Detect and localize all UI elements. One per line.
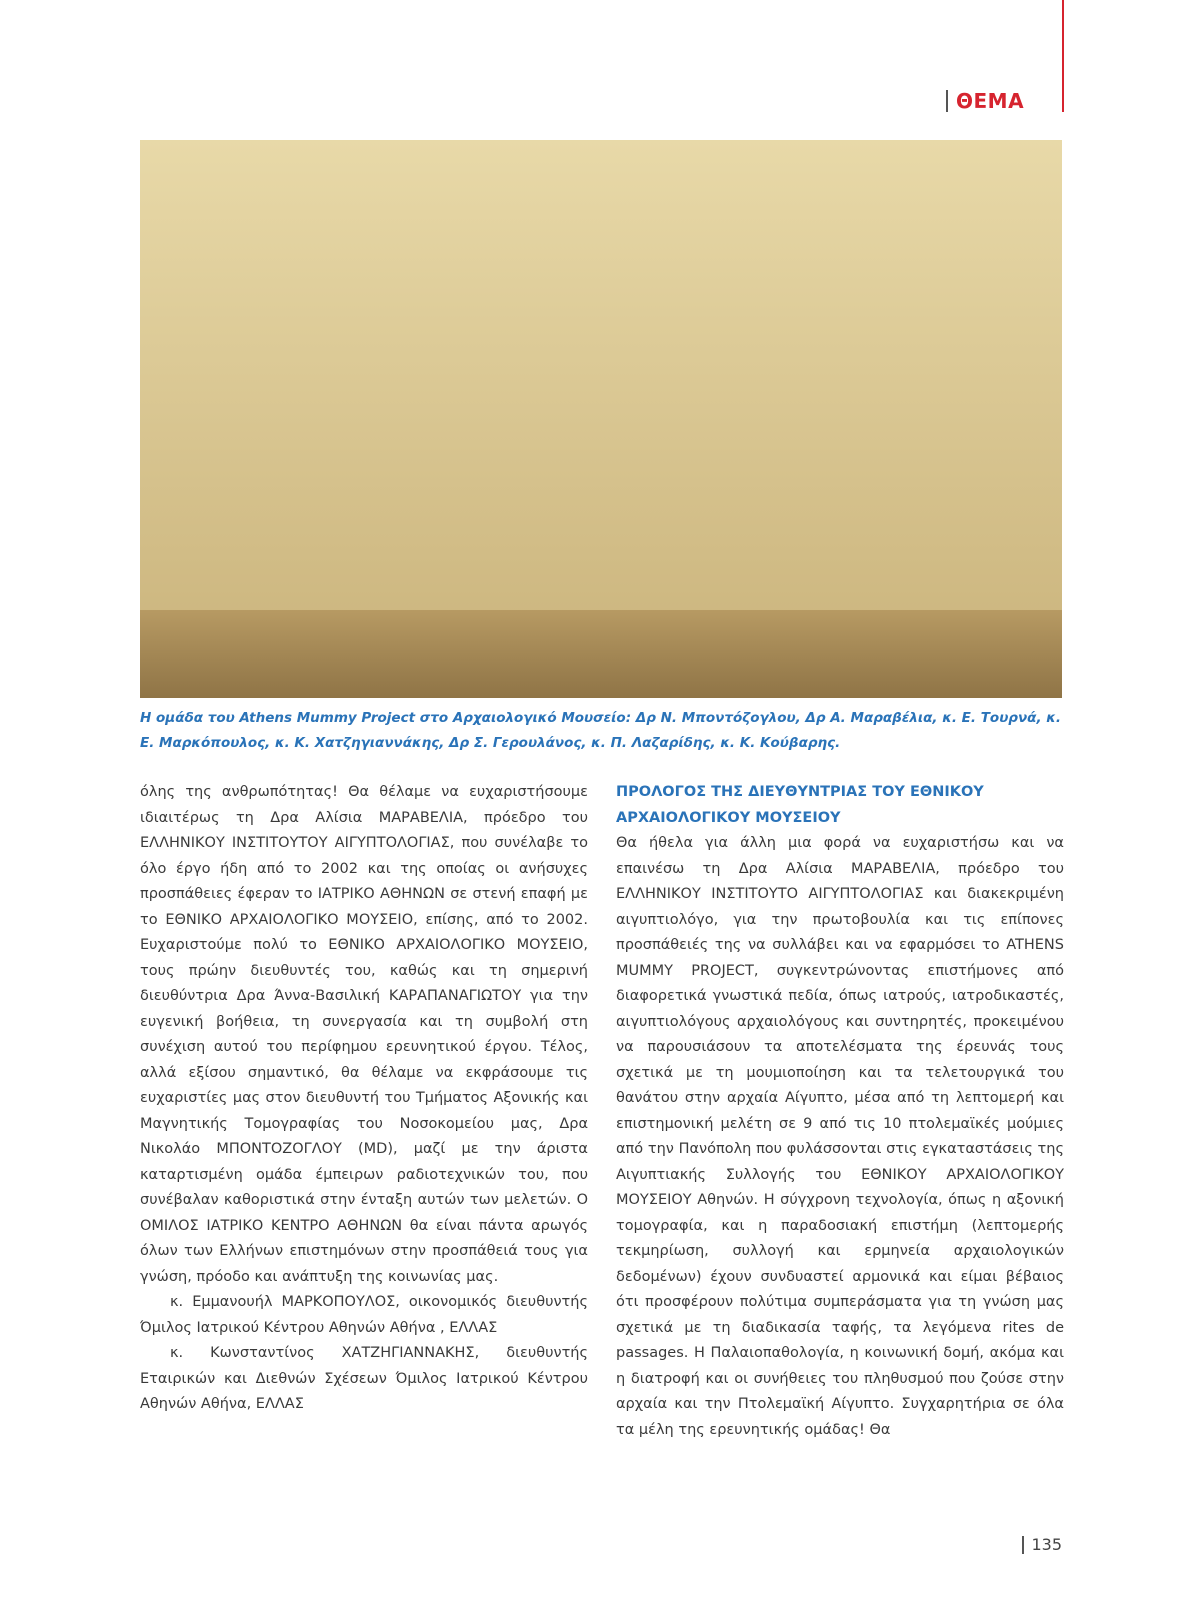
- section-label-text: ΘΕΜΑ: [956, 89, 1025, 113]
- signature-markopoulos: κ. Εμμανουήλ ΜΑΡΚΟΠΟΥΛΟΣ, οικονομικός διευθυντής Όμιλος Ιατρικού Κέντρου Αθηνών Αθήνα , ΕΛΛΑΣ: [140, 1294, 588, 1336]
- right-paragraph: Θα ήθελα για άλλη μια φορά να ευχαριστήσω και να επαινέσω τη Δρα Αλίσια ΜΑΡΑΒΕΛΙΑ, πρόεδρο του ΕΛΛΗΝΙΚΟΥ ΙΝΣΤΙΤΟΥΤΟ ΑΙΓΥΠΤΟΛΟΓΙΑΣ και διακεκριμένη αιγυπτιολόγο, για την πρωτοβουλία και τις επίπονες προσπάθειές της να συλλάβει και να εφαρμόσει το ATHENS MUMMY PROJECT, συγκεντρώνοντας επιστήμονες από διαφορετικά γνωστικά πεδία, όπως ιατρούς, ιατροδικαστές, αιγυπτιολόγους αρχαιολόγους και συντηρητές, προκειμένου να παρουσιάσουν τα αποτελέσματα της έρευνάς τους σχετικά με τη μουμιοποίηση και τα τελετουργικά του θανάτου στην αρχαία Αίγυπτο, μέσα από τη λεπτομερή και επιστημονική μελέτη σε 9 από τις 10 πτολεμαϊκές μούμιες από την Πανόπολη που φυλάσσονται στις εγκαταστάσεις της Αιγυπτιακής Συλλογής του ΕΘΝΙΚΟΥ ΑΡΧΑΙΟΛΟΓΙΚΟΥ ΜΟΥΣΕΙΟΥ Αθηνών. Η σύγχρονη τεχνολογία, όπως η αξονική τομογραφία, και η παραδοσιακή επιστήμη (λεπτομερής τεκμηρίωση, συλλογή και ερμηνεία αρχαιολογικών δεδομένων) έχουν συνδυαστεί αρμονικά και είμαι βέβαιος ότι προσφέρουν πολύτιμα συμπεράσματα για τη γνώση μας σχετικά με τη διαδικασία ταφής, τα λεγόμενα rites de passages. Η Παλαιοπαθολογία, η κοινωνική δομή, ακόμα και η διατροφή και οι συνήθειες του πληθυσμού που ζούσε στην αρχαία και την Πτολεμαϊκή Αίγυπτο. Συγχαρητήρια σε όλα τα μέλη της ερευνητικής ομάδας! Θα: [616, 835, 1064, 1438]
- signature-chatzigiannakis: κ. Κωνσταντίνος ΧΑΤΖΗΓΙΑΝΝΑΚΗΣ, διευθυντής Εταιρικών και Διεθνών Σχέσεων Όμιλος Ιατρικού Κέντρου Αθηνών Αθήνα, ΕΛΛΑΣ: [140, 1345, 588, 1412]
- page-number-divider: [1022, 1536, 1024, 1554]
- photo-caption: Η ομάδα του Athens Mummy Project στο Αρχαιολογικό Μουσείο: Δρ Ν. Μποντόζογλου, Δρ Α. Μαραβέλια, κ. Ε. Τουρνά, κ. Ε. Μαρκόπουλος, κ. Κ. Χατζηγιαννάκης, Δρ Σ. Γερουλάνος, κ. Π. Λαζαρίδης, κ. Κ. Κούβαρης.: [140, 710, 1061, 751]
- page-number-text: 135: [1031, 1535, 1063, 1554]
- left-paragraph: όλης της ανθρωπότητας! Θα θέλαμε να ευχαριστήσουμε ιδιαιτέρως τη Δρα Αλίσια ΜΑΡΑΒΕΛΙΑ, πρόεδρο του ΕΛΛΗΝΙΚΟΥ ΙΝΣΤΙΤΟΥΤΟΥ ΑΙΓΥΠΤΟΛΟΓΙΑΣ, που συνέλαβε το όλο έργο ήδη από το 2002 και της οποίας οι ανήσυχες προσπάθειες έφεραν το ΙΑΤΡΙΚΟ ΑΘΗΝΩΝ σε στενή επαφή με το ΕΘΝΙΚΟ ΑΡΧΑΙΟΛΟΓΙΚΟ ΜΟΥΣΕΙΟ, επίσης, από το 2002. Ευχαριστούμε πολύ το ΕΘΝΙΚΟ ΑΡΧΑΙΟΛΟΓΙΚΟ ΜΟΥΣΕΙΟ, τους πρώην διευθυντές του, καθώς και τη σημερινή διευθύντρια Δρα Άννα-Βασιλική ΚΑΡΑΠΑΝΑΓΙΩΤΟΥ για την ευγενική βοήθεια, τη συνεργασία και τη συμβολή στη συνέχιση αυτού του περίφημου ερευνητικού έργου. Τέλος, αλλά εξίσου σημαντικό, θα θέλαμε να εκφράσουμε τις ευχαριστίες μας στον διευθυντή του Τμήματος Αξονικής και Μαγνητικής Τομογραφίας του Νοσοκομείου μας, Δρα Νικολάο ΜΠΟΝΤΟΖΟΓΛΟΥ (MD), μαζί με την άριστα καταρτισμένη ομάδα έμπειρων ραδιοτεχνικών του, που συνέβαλαν καθοριστικά στην ένταξη αυτών των μελετών. Ο ΟΜΙΛΟΣ ΙΑΤΡΙΚΟ ΚΕΝΤΡΟ ΑΘΗΝΩΝ θα είναι πάντα αρωγός όλων των Ελλήνων επιστημόνων στην προσπάθειά τους για γνώση, πρόοδο και ανάπτυξη της κοινωνίας μας.: [140, 784, 588, 1285]
- section-label-divider: [946, 90, 948, 112]
- section-heading: ΠΡΟΛΟΓΟΣ ΤΗΣ ΔΙΕΥΘΥΝΤΡΙΑΣ ΤΟΥ ΕΘΝΙΚΟΥ ΑΡΧΑΙΟΛΟΓΙΚΟΥ ΜΟΥΣΕΙΟΥ: [616, 784, 984, 826]
- left-column: [140, 780, 588, 1418]
- group-photo: [140, 140, 1062, 698]
- page-edge-accent-line: [1062, 0, 1064, 112]
- group-photo-placeholder: [140, 140, 1062, 698]
- section-label: [946, 88, 1056, 114]
- right-column: [616, 780, 1064, 1443]
- page-number: [1022, 1535, 1062, 1554]
